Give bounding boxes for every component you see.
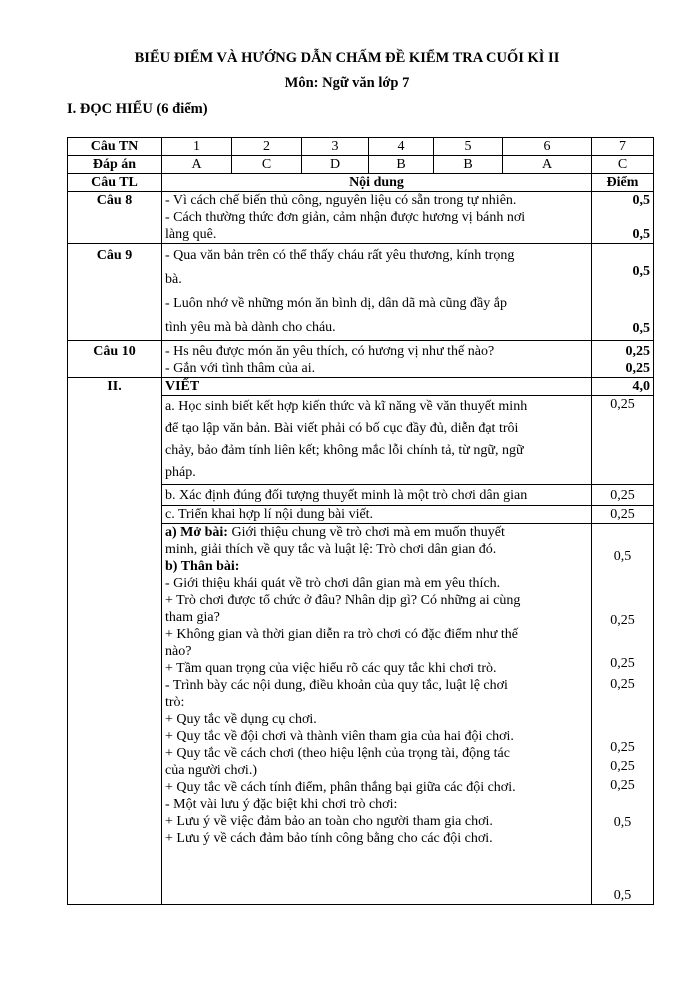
mc-answer-3: D	[302, 156, 369, 174]
question-8-label: Câu 8	[68, 192, 162, 244]
body-line-12: của người chơi.)	[165, 763, 257, 778]
question-9-line-1: - Qua văn bản trên có thể thấy cháu rất yêu thương, kính trọng	[165, 248, 515, 263]
question-8-row	[68, 192, 654, 244]
criterion-a-line-3: chảy, bảo đảm tính liên kết; không mắc lỗi chính tả, từ ngữ, ngữ	[165, 443, 524, 458]
writing-title: VIẾT	[162, 378, 592, 396]
writing-total-score: 4,0	[592, 378, 654, 396]
question-8-line-1: - Vì cách chế biến thủ công, nguyên liệu có sẵn trong tự nhiên.	[165, 193, 517, 208]
question-8-line-2: - Cách thường thức đơn giản, cảm nhận được hương vị bánh nơi	[165, 210, 526, 225]
mc-question-5: 5	[434, 138, 503, 156]
mc-question-3: 3	[302, 138, 369, 156]
mc-answer-1: A	[162, 156, 232, 174]
essay-question-header: Câu TL	[68, 174, 162, 192]
detail-score-6: 0,25	[610, 759, 635, 774]
body-label: b) Thân bài:	[165, 559, 240, 574]
detail-score-2: 0,25	[610, 613, 635, 628]
mc-answer-7: C	[592, 156, 654, 174]
question-9-line-2: bà.	[165, 272, 182, 287]
question-10-row	[68, 341, 654, 378]
mc-answer-row	[68, 156, 654, 174]
detail-score-3: 0,25	[610, 656, 635, 671]
mc-question-7: 7	[592, 138, 654, 156]
writing-detail-content	[162, 524, 592, 905]
question-10-line-1: - Hs nêu được món ăn yêu thích, có hương vị như thế nào?	[165, 344, 495, 359]
question-9-row	[68, 244, 654, 341]
detail-score-4: 0,25	[610, 677, 635, 692]
body-line-4: + Không gian và thời gian diễn ra trò chơi có đặc điểm như thế	[165, 627, 518, 642]
body-line-15: + Lưu ý về việc đảm bảo an toàn cho người tham gia chơi.	[165, 814, 493, 829]
detail-score-1: 0,5	[613, 549, 632, 564]
body-line-9: + Quy tắc về dụng cụ chơi.	[165, 712, 317, 727]
mc-question-2: 2	[232, 138, 302, 156]
criterion-a-line-4: pháp.	[165, 465, 196, 480]
question-9-score-1: 0,5	[632, 264, 650, 279]
essay-score-header: Điểm	[592, 174, 654, 192]
mc-question-1: 1	[162, 138, 232, 156]
question-10-scores	[592, 341, 654, 378]
mc-answer-6: A	[503, 156, 592, 174]
criterion-c-score: 0,25	[592, 506, 654, 524]
question-9-label: Câu 9	[68, 244, 162, 341]
detail-score-9: 0,5	[613, 888, 632, 903]
body-line-1: - Giới thiệu khái quát về trò chơi dân gian mà em yêu thích.	[165, 576, 501, 591]
detail-score-5: 0,25	[610, 740, 635, 755]
criterion-b-score: 0,25	[592, 485, 654, 506]
body-line-11: + Quy tắc về cách chơi (theo hiệu lệnh của trọng tài, động tác	[165, 746, 510, 761]
intro-line-1	[165, 524, 588, 541]
criterion-a-line-1: a. Học sinh biết kết hợp kiến thức và kĩ năng về văn thuyết minh	[165, 399, 528, 414]
mc-answer-2: C	[232, 156, 302, 174]
question-8-score-2: 0,5	[632, 227, 650, 242]
question-9-line-4: tình yêu mà bà dành cho cháu.	[165, 320, 336, 335]
essay-header-row	[68, 174, 654, 192]
body-line-13: + Quy tắc về cách tính điểm, phân thắng bại giữa các đội chơi.	[165, 780, 516, 795]
writing-detail-scores	[592, 524, 654, 905]
question-8-line-3: làng quê.	[165, 227, 217, 242]
question-10-content	[162, 341, 592, 378]
body-line-10: + Quy tắc về đội chơi và thành viên tham gia của hai đội chơi.	[165, 729, 514, 744]
mc-answer-5: B	[434, 156, 503, 174]
detail-score-column	[592, 524, 653, 904]
grading-table	[67, 137, 654, 905]
question-10-label: Câu 10	[68, 341, 162, 378]
question-8-score-1: 0,5	[632, 193, 650, 208]
mc-question-row	[68, 138, 654, 156]
question-9-content	[162, 244, 592, 341]
mc-question-6: 6	[503, 138, 592, 156]
body-line-8: trò:	[165, 695, 185, 710]
intro-text: Giới thiệu chung về trò chơi mà em muốn thuyết	[227, 525, 505, 540]
document-subject: Môn: Ngữ văn lớp 7	[284, 75, 410, 91]
body-line-16: + Lưu ý về cách đảm bảo tính công bằng cho các đội chơi.	[165, 831, 493, 846]
body-line-5: nào?	[165, 644, 192, 659]
essay-content-header: Nội dung	[162, 174, 592, 192]
body-line-7: - Trình bày các nội dung, điều khoản của quy tắc, luật lệ chơi	[165, 678, 508, 693]
writing-section-label: II.	[68, 378, 162, 905]
question-8-scores	[592, 192, 654, 244]
question-8-content	[162, 192, 592, 244]
writing-criterion-a	[162, 396, 592, 485]
question-10-line-2: - Gắn với tình thâm của ai.	[165, 361, 316, 376]
body-line-3: tham gia?	[165, 610, 220, 625]
question-9-scores	[592, 244, 654, 341]
intro-line-2: minh, giải thích về quy tắc và luật lệ: Trò chơi dân gian đó.	[165, 542, 497, 557]
writing-criterion-b: b. Xác định đúng đối tượng thuyết minh là một trò chơi dân gian	[162, 485, 592, 506]
writing-title-row	[68, 378, 654, 396]
mc-answer-4: B	[369, 156, 434, 174]
document-title: BIỂU ĐIỂM VÀ HƯỚNG DẪN CHẤM ĐỀ KIỂM TRA CUỐI KÌ II	[134, 50, 560, 66]
body-line-14: - Một vài lưu ý đặc biệt khi chơi trò chơi:	[165, 797, 398, 812]
criterion-a-line-2: để tạo lập văn bản. Bài viết phải có bố cục đầy đủ, diễn đạt trôi	[165, 421, 519, 436]
detail-score-8: 0,5	[613, 815, 632, 830]
criterion-a-score: 0,25	[592, 396, 654, 485]
body-line-6: + Tầm quan trọng của việc hiểu rõ các quy tắc khi chơi trò.	[165, 661, 497, 676]
question-9-score-2: 0,5	[632, 321, 650, 336]
question-10-score-1: 0,25	[625, 344, 650, 359]
section-reading-heading: I. ĐỌC HIỂU (6 điểm)	[67, 101, 208, 117]
mc-question-label: Câu TN	[68, 138, 162, 156]
body-line-2: + Trò chơi được tổ chức ở đâu? Nhân dịp gì? Có những ai cùng	[165, 593, 521, 608]
question-9-line-3: - Luôn nhớ về những món ăn bình dị, dân dã mà cũng đầy ắp	[165, 296, 507, 311]
intro-label: a) Mở bài:	[165, 525, 228, 540]
writing-criterion-c: c. Triển khai hợp lí nội dung bài viết.	[162, 506, 592, 524]
detail-score-7: 0,25	[610, 778, 635, 793]
mc-question-4: 4	[369, 138, 434, 156]
question-10-score-2: 0,25	[625, 361, 650, 376]
mc-answer-label: Đáp án	[68, 156, 162, 174]
